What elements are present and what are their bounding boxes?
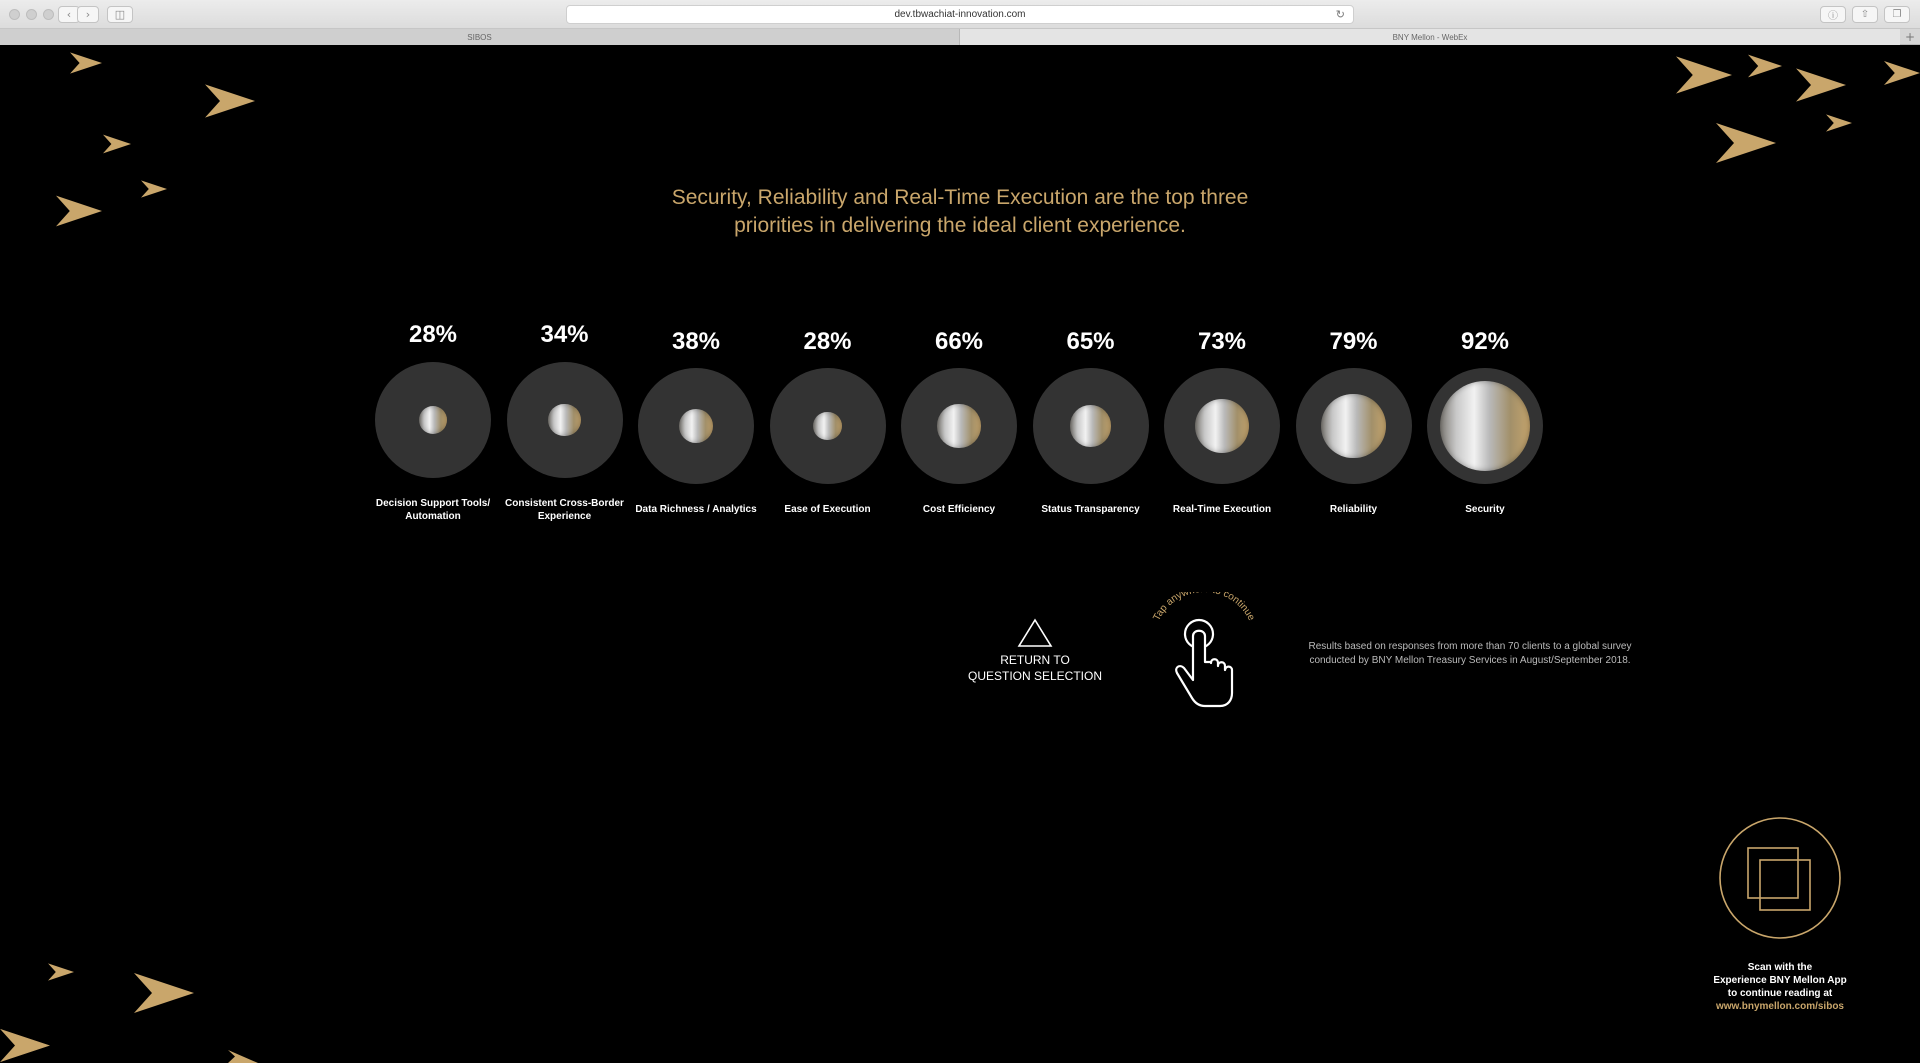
share-button[interactable] (1852, 6, 1878, 23)
bubble-label-line: Consistent Cross-Border (505, 498, 624, 509)
bubble-label (887, 503, 1031, 516)
bubble-label (624, 503, 768, 516)
bubble-fill (813, 412, 842, 441)
scan-instructions (1680, 961, 1880, 1013)
gold-arrow-icon (70, 52, 102, 74)
bubble-disc (770, 368, 886, 484)
gold-arrow-icon (56, 194, 102, 228)
forward-button[interactable] (77, 6, 99, 23)
gold-arrow-icon (141, 180, 167, 198)
address-bar[interactable] (566, 5, 1354, 24)
bubble-label (756, 503, 900, 516)
close-window-button[interactable] (9, 9, 20, 20)
return-label-line-2: QUESTION SELECTION (967, 669, 1103, 683)
chevron-left-icon: ‹ (66, 8, 72, 21)
return-to-question-selection-button[interactable] (960, 618, 1110, 684)
bubble-label (1282, 503, 1426, 516)
bnymellon-sibos-link[interactable]: www.bnymellon.com/sibos (1716, 1001, 1844, 1012)
headline-line-2: priorities in delivering the ideal client experience. (734, 214, 1186, 237)
bubble-fill (1195, 399, 1249, 453)
bubble-label-line: Cost Efficiency (922, 504, 996, 515)
bubble-percentage: 92% (1460, 328, 1510, 355)
sidebar-button[interactable] (107, 6, 133, 23)
bubble-fill (1321, 394, 1385, 458)
bubble-label-line: Decision Support Tools/ (375, 498, 491, 509)
priority-bubble-chart (367, 318, 1552, 538)
page-title (560, 184, 1360, 240)
bubble-label-line: Reliability (1329, 504, 1378, 515)
tabs-icon: ❐ (1892, 9, 1902, 20)
bubble-fill (1070, 405, 1112, 447)
tap-hand-icon (1142, 592, 1272, 722)
return-label-line-1: RETURN TO (1000, 653, 1070, 667)
bubble-percentage: 38% (671, 328, 721, 355)
scan-code-icon (1718, 816, 1842, 940)
gold-arrow-icon (134, 970, 194, 1016)
gold-arrow-icon (1676, 54, 1732, 96)
bubble-disc (507, 362, 623, 478)
bubble-percentage: 28% (803, 328, 852, 355)
plus-icon: + (1904, 29, 1916, 44)
minimize-window-button[interactable] (26, 9, 37, 20)
share-icon: ⇧ (1860, 9, 1870, 20)
gold-arrow-icon (1716, 120, 1776, 166)
bubble-label-line: Real-Time Execution (1172, 504, 1272, 515)
tab-webex[interactable] (960, 29, 1900, 45)
headline-line-1: Security, Reliability and Real-Time Execution are the top three (671, 186, 1249, 209)
bubble-label (493, 497, 637, 523)
tab-label: SIBOS (467, 32, 492, 42)
bubble-disc (1427, 368, 1543, 484)
tap-to-continue-hint[interactable] (1142, 592, 1272, 722)
bubble-fill (679, 409, 714, 444)
footnote-line-2: conducted by BNY Mellon Treasury Services in August/September 2018. (1309, 655, 1631, 666)
sidebar-icon: ◫ (114, 8, 126, 21)
triangle-up-icon (1017, 618, 1053, 648)
bubble-disc (375, 362, 491, 478)
bubble-percentage: 28% (408, 321, 458, 348)
url-text: dev.tbwachiat-innovation.com (894, 9, 1026, 20)
zoom-window-button[interactable] (43, 9, 54, 20)
window-controls (9, 9, 54, 20)
tab-bar (0, 29, 1920, 45)
bubble-percentage: 66% (934, 328, 984, 355)
bubble-label-line: Automation (405, 511, 461, 522)
gold-arrow-icon (1796, 66, 1846, 104)
gold-arrow-icon (228, 1050, 258, 1063)
bubble-label (1413, 503, 1557, 516)
bubble-disc (638, 368, 754, 484)
bubble-label (361, 497, 505, 523)
bubble-fill (419, 406, 448, 435)
scan-line-3: to continue reading at (1727, 988, 1833, 999)
bubble-disc (1164, 368, 1280, 484)
scan-line-2: Experience BNY Mellon App (1713, 975, 1847, 986)
reload-icon[interactable]: ↻ (1335, 8, 1345, 21)
bubble-label-line: Status Transparency (1041, 504, 1140, 515)
bubble-percentage: 65% (1066, 328, 1115, 355)
bubble-label (1150, 503, 1294, 516)
chevron-right-icon: › (85, 8, 91, 21)
bubble-percentage: 79% (1329, 328, 1378, 355)
info-icon: ⓘ (1828, 11, 1838, 22)
gold-arrow-icon (103, 134, 131, 154)
bubble-label-line: Ease of Execution (784, 504, 871, 515)
tab-label: BNY Mellon - WebEx (1392, 32, 1468, 42)
tap-hint-text: Tap anyw continue (1151, 592, 1257, 623)
bubble-label-line: Experience (537, 511, 592, 522)
info-button[interactable] (1820, 6, 1846, 23)
gold-arrow-icon (48, 962, 74, 982)
bubble-fill (937, 404, 980, 447)
return-label (960, 652, 1110, 684)
gold-arrow-icon (1884, 58, 1920, 88)
bubble-percentage: 73% (1197, 328, 1247, 355)
tab-sibos[interactable] (0, 29, 960, 45)
footnote-line-1: Results based on responses from more than 70 clients to a global survey (1308, 641, 1632, 652)
tabs-overview-button[interactable] (1884, 6, 1910, 23)
bubble-disc (901, 368, 1017, 484)
bubble-disc (1296, 368, 1412, 484)
new-tab-button[interactable] (1900, 29, 1920, 44)
bubble-label (1019, 503, 1163, 516)
bubble-fill (1440, 381, 1530, 471)
gold-arrow-icon (1748, 54, 1782, 78)
bubble-fill (548, 404, 580, 436)
survey-footnote (1300, 640, 1640, 668)
bubble-label-line: Data Richness / Analytics (635, 504, 757, 515)
browser-toolbar (0, 0, 1920, 29)
gold-arrow-icon (1826, 114, 1852, 132)
gold-arrow-icon (205, 82, 255, 120)
bubble-disc (1033, 368, 1149, 484)
gold-arrow-icon (0, 1028, 50, 1063)
scan-line-1: Scan with the (1747, 962, 1813, 973)
bubble-label-line: Security (1465, 504, 1505, 515)
bubble-percentage: 34% (540, 321, 589, 348)
